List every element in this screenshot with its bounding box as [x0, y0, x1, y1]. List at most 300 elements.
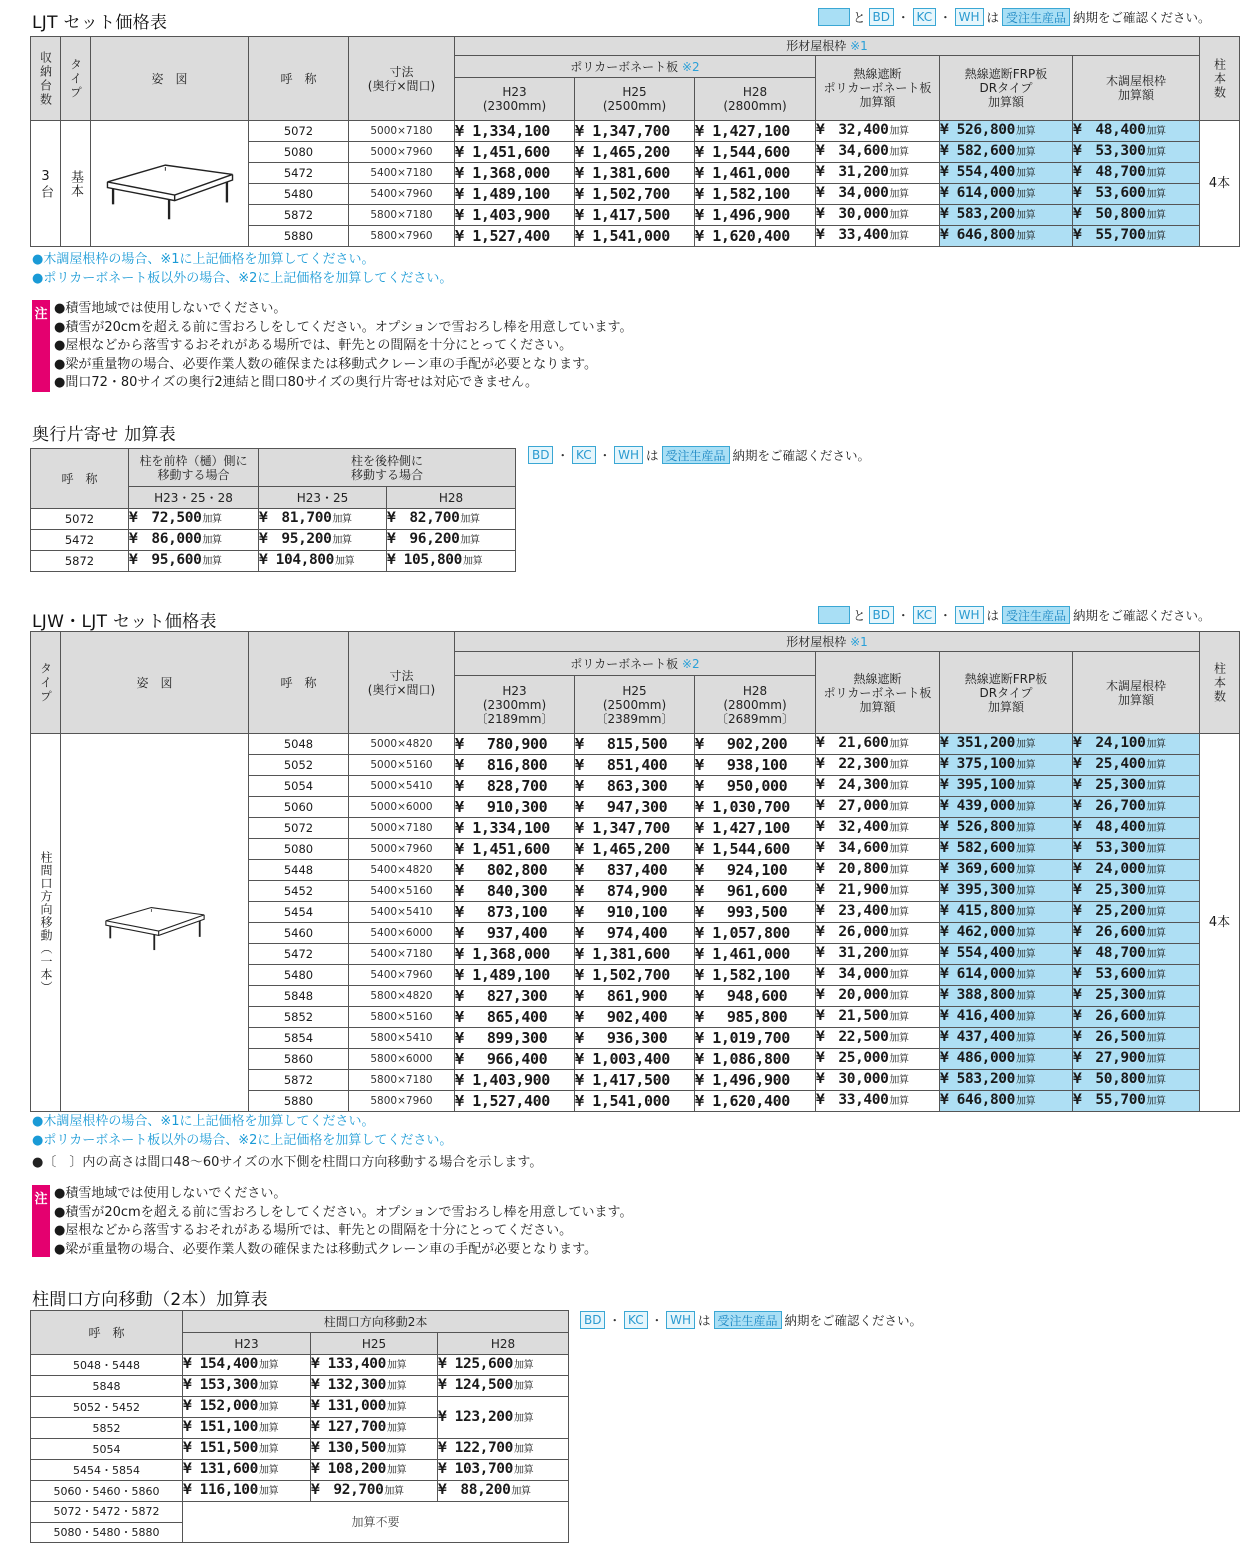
- wood-add: ¥ 53,600加算: [1073, 965, 1200, 986]
- price-h25: ¥ 1,347,700: [575, 818, 695, 839]
- price-h23: ¥ 840,300: [455, 881, 575, 902]
- price-h25: ¥ 1,347,700: [575, 121, 695, 142]
- price-h28: ¥ 1,496,900: [695, 205, 816, 226]
- price-h28: ¥ 1,461,000: [695, 163, 816, 184]
- heat-add: ¥ 21,500加算: [816, 1007, 940, 1028]
- frp-add: ¥ 526,800加算: [940, 818, 1073, 839]
- add-h25: ¥ 127,700加算: [311, 1418, 438, 1439]
- code-cell: 5454: [249, 902, 349, 923]
- price-h25: ¥ 1,465,200: [575, 839, 695, 860]
- wood-add: ¥ 48,700加算: [1073, 163, 1200, 184]
- size-cell: 5000×6000: [349, 797, 455, 818]
- wood-add: ¥ 53,300加算: [1073, 142, 1200, 163]
- frp-add: ¥ 462,000加算: [940, 923, 1073, 944]
- price-h23: ¥ 1,489,100: [455, 965, 575, 986]
- pillars-cell: 4本: [1200, 121, 1240, 247]
- size-cell: 5400×7960: [349, 965, 455, 986]
- t3-th-figure: 姿 図: [61, 632, 249, 734]
- code-cell: 5048: [249, 734, 349, 755]
- back-add-h28: ¥ 105,800加算: [387, 551, 516, 572]
- price-h25: ¥ 1,541,000: [575, 226, 695, 247]
- add-h28: ¥ 122,700加算: [438, 1439, 569, 1460]
- wood-add: ¥ 48,400加算: [1073, 818, 1200, 839]
- wood-add: ¥ 25,300加算: [1073, 776, 1200, 797]
- wood-add: ¥ 53,300加算: [1073, 839, 1200, 860]
- price-h23: ¥ 1,403,900: [455, 205, 575, 226]
- add-h28: ¥ 123,200加算: [438, 1397, 569, 1439]
- t1-title: LJT セット価格表: [32, 13, 168, 33]
- back-add-h2325: ¥ 95,200加算: [259, 530, 387, 551]
- price-h28: ¥ 1,086,800: [695, 1049, 816, 1070]
- t3-th-code: 呼 称: [249, 632, 349, 734]
- add-h23: ¥ 152,000加算: [183, 1397, 311, 1418]
- price-h23: ¥ 910,300: [455, 797, 575, 818]
- size-cell: 5000×5410: [349, 776, 455, 797]
- heat-add: ¥ 31,200加算: [816, 944, 940, 965]
- wood-add: ¥ 27,900加算: [1073, 1049, 1200, 1070]
- frp-add: ¥ 437,400加算: [940, 1028, 1073, 1049]
- table-row: [31, 530, 516, 551]
- price-h23: ¥ 865,400: [455, 1007, 575, 1028]
- frp-add: ¥ 646,800加算: [940, 1091, 1073, 1112]
- size-cell: 5000×7180: [349, 818, 455, 839]
- price-h28: ¥ 1,461,000: [695, 944, 816, 965]
- caution-mark: 注: [32, 300, 50, 392]
- table-row: [31, 1376, 569, 1397]
- add-h28: ¥ 88,200加算: [438, 1481, 569, 1502]
- price-h23: ¥ 802,800: [455, 860, 575, 881]
- code-cell: 5060: [249, 797, 349, 818]
- code-cell: 5048・5448: [31, 1355, 183, 1376]
- price-h25: ¥ 1,465,200: [575, 142, 695, 163]
- add-h25: ¥ 132,300加算: [311, 1376, 438, 1397]
- th-heat: 熱線遮断 ポリカーボネート板 加算額: [816, 56, 940, 121]
- t1-caution: 注 ●積雪地域では使用しないでください。 ●積雪が20cmを超える前に雪おろしをしてください。オプションで雪おろし棒を用意しています。 ●屋根などから落雪するおそれがある場所では、軒先との間隔を十分にとってください。 ●梁が重量物の場合、必要作業人数の確保または移動式クレーン車の手配が必要となります。 ●間口72・80サイズの奥行2連結と間口80サイズの奥行片寄せは対応できません。: [32, 300, 633, 393]
- price-h28: ¥ 924,100: [695, 860, 816, 881]
- th-wood: 木調屋根枠 加算額: [1073, 56, 1200, 121]
- frp-add: ¥ 351,200加算: [940, 734, 1073, 755]
- table-row: [31, 1355, 569, 1376]
- legend-short-2: BD ・ KC ・ WH は 受注生産品 納期をご確認ください。: [580, 1311, 922, 1329]
- heat-add: ¥ 30,000加算: [816, 205, 940, 226]
- heat-add: ¥ 34,600加算: [816, 839, 940, 860]
- size-cell: 5000×5160: [349, 755, 455, 776]
- heat-add: ¥ 33,400加算: [816, 226, 940, 247]
- size-cell: 5400×7180: [349, 944, 455, 965]
- code-cell: 5080・5480・5880: [31, 1522, 183, 1543]
- price-h28: ¥ 902,200: [695, 734, 816, 755]
- size-cell: 5000×7960: [349, 839, 455, 860]
- price-h28: ¥ 1,427,100: [695, 818, 816, 839]
- th-h25: H25 (2500mm): [575, 78, 695, 121]
- frp-add: ¥ 369,600加算: [940, 860, 1073, 881]
- heat-add: ¥ 34,600加算: [816, 142, 940, 163]
- t2-th-code: 呼 称: [31, 449, 129, 509]
- price-h23: ¥ 780,900: [455, 734, 575, 755]
- heat-add: ¥ 22,300加算: [816, 755, 940, 776]
- heat-add: ¥ 22,500加算: [816, 1028, 940, 1049]
- add-h23: ¥ 131,600加算: [183, 1460, 311, 1481]
- code-cell: 5860: [249, 1049, 349, 1070]
- wood-add: ¥ 25,300加算: [1073, 986, 1200, 1007]
- code-cell: 5848: [249, 986, 349, 1007]
- price-h28: ¥ 1,544,600: [695, 839, 816, 860]
- code-cell: 5480: [249, 965, 349, 986]
- price-h25: ¥ 1,541,000: [575, 1091, 695, 1112]
- offset-add-table: 呼 称 柱を前枠（樋）側に 移動する場合 柱を後枠側に 移動する場合 H23・25・28 H23・25 H28 5072 ¥ 72,500加算 ¥ 81,700加算 ¥ 82,700加算 5472 ¥ 86,000加算 ¥ 95,200加算 ¥ 96,200加算 5872 ¥ 95,600加算 ¥ 104,800加算 ¥ 105,800加算: [30, 448, 516, 572]
- price-h28: ¥ 1,582,100: [695, 184, 816, 205]
- frp-add: ¥ 614,000加算: [940, 965, 1073, 986]
- price-h25: ¥ 1,381,600: [575, 944, 695, 965]
- price-h28: ¥ 993,500: [695, 902, 816, 923]
- price-h23: ¥ 1,403,900: [455, 1070, 575, 1091]
- t3-th-type: タイプ: [31, 632, 61, 734]
- price-h25: ¥ 910,100: [575, 902, 695, 923]
- price-h28: ¥ 1,544,600: [695, 142, 816, 163]
- frp-add: ¥ 583,200加算: [940, 205, 1073, 226]
- table-row: [31, 121, 1240, 142]
- frp-add: ¥ 439,000加算: [940, 797, 1073, 818]
- figure-cell: [61, 734, 249, 1112]
- size-cell: 5000×4820: [349, 734, 455, 755]
- code-cell: 5872: [249, 1070, 349, 1091]
- code-cell: 5880: [249, 226, 349, 247]
- frp-add: ¥ 646,800加算: [940, 226, 1073, 247]
- wood-add: ¥ 55,700加算: [1073, 1091, 1200, 1112]
- code-cell: 5452: [249, 881, 349, 902]
- wood-add: ¥ 24,100加算: [1073, 734, 1200, 755]
- t3-note-black: ●〔 〕内の高さは間口48～60サイズの水下側を柱間口方向移動する場合を示します。: [32, 1155, 543, 1170]
- price-h23: ¥ 1,368,000: [455, 944, 575, 965]
- t3-caution: 注 ●積雪地域では使用しないでください。 ●積雪が20cmを超える前に雪おろしをしてください。オプションで雪おろし棒を用意しています。 ●屋根などから落雪するおそれがある場所では、軒先との間隔を十分にとってください。 ●梁が重量物の場合、必要作業人数の確保または移動式クレーン車の手配が必要となります。: [32, 1185, 633, 1259]
- size-cell: 5400×6000: [349, 923, 455, 944]
- price-h23: ¥ 1,527,400: [455, 226, 575, 247]
- heat-add: ¥ 21,900加算: [816, 881, 940, 902]
- price-h23: ¥ 1,451,600: [455, 839, 575, 860]
- back-add-h28: ¥ 82,700加算: [387, 509, 516, 530]
- price-h23: ¥ 828,700: [455, 776, 575, 797]
- heat-add: ¥ 34,000加算: [816, 184, 940, 205]
- add-h28: ¥ 124,500加算: [438, 1376, 569, 1397]
- frp-add: ¥ 375,100加算: [940, 755, 1073, 776]
- add-h25: ¥ 131,000加算: [311, 1397, 438, 1418]
- add-h25: ¥ 130,500加算: [311, 1439, 438, 1460]
- code-cell: 5460: [249, 923, 349, 944]
- wood-add: ¥ 25,200加算: [1073, 902, 1200, 923]
- wood-add: ¥ 24,000加算: [1073, 860, 1200, 881]
- price-h23: ¥ 1,451,600: [455, 142, 575, 163]
- legend-main-2: と BD ・ KC ・ WH は 受注生産品 納期をご確認ください。: [818, 606, 1211, 624]
- price-h25: ¥ 861,900: [575, 986, 695, 1007]
- front-add: ¥ 86,000加算: [129, 530, 259, 551]
- back-add-h28: ¥ 96,200加算: [387, 530, 516, 551]
- price-h25: ¥ 837,400: [575, 860, 695, 881]
- price-h23: ¥ 1,334,100: [455, 121, 575, 142]
- price-h23: ¥ 966,400: [455, 1049, 575, 1070]
- table-row: [31, 509, 516, 530]
- t3-th-frame: 形材屋根枠 ※1: [455, 632, 1200, 652]
- price-h28: ¥ 1,019,700: [695, 1028, 816, 1049]
- price-h23: ¥ 1,368,000: [455, 163, 575, 184]
- th-size: 寸法 (奥行×間口): [349, 37, 455, 121]
- table-row: [31, 1502, 569, 1523]
- frp-add: ¥ 416,400加算: [940, 1007, 1073, 1028]
- front-add: ¥ 95,600加算: [129, 551, 259, 572]
- frp-add: ¥ 415,800加算: [940, 902, 1073, 923]
- price-h28: ¥ 1,057,800: [695, 923, 816, 944]
- frp-add: ¥ 526,800加算: [940, 121, 1073, 142]
- legend-short-1: BD ・ KC ・ WH は 受注生産品 納期をご確認ください。: [528, 446, 870, 464]
- code-cell: 5848: [31, 1376, 183, 1397]
- code-cell: 5880: [249, 1091, 349, 1112]
- size-cell: 5400×5160: [349, 881, 455, 902]
- th-frp: 熱線遮断FRP板 DRタイプ 加算額: [940, 56, 1073, 121]
- price-h23: ¥ 816,800: [455, 755, 575, 776]
- th-h28: H28 (2800mm): [695, 78, 816, 121]
- price-h25: ¥ 815,500: [575, 734, 695, 755]
- back-add-h2325: ¥ 81,700加算: [259, 509, 387, 530]
- heat-add: ¥ 34,000加算: [816, 965, 940, 986]
- legend-wh: WH: [955, 8, 984, 26]
- frp-add: ¥ 554,400加算: [940, 944, 1073, 965]
- code-cell: 5852: [249, 1007, 349, 1028]
- frp-add: ¥ 582,600加算: [940, 839, 1073, 860]
- code-cell: 5872: [31, 551, 129, 572]
- code-cell: 5854: [249, 1028, 349, 1049]
- price-h25: ¥ 1,417,500: [575, 205, 695, 226]
- price-h25: ¥ 1,381,600: [575, 163, 695, 184]
- frp-add: ¥ 583,200加算: [940, 1070, 1073, 1091]
- ljw-ljt-price-table: タイプ 姿 図 呼 称 寸法 (奥行×間口) 形材屋根枠 ※1 柱本数 ポリカーボネート板 ※2 熱線遮断 ポリカーボネート板 加算額 熱線遮断FRP板 DRタイプ 加算額 木調屋根枠 加算額 H23 (2300mm) 〔2189mm〕 H25 (2500mm) 〔2389mm〕 H28 (2800mm) 〔2689mm〕 柱間口方向移動（一本） 5048 5000×4820 ¥ 780,900 ¥ 815,500 ¥ 902,200 ¥ 21,600加算 ¥ 351,200加算 ¥ 24,100加算 4本 5052 5000×5160 ¥ 816,800 ¥ 851,400 ¥ 938,100 ¥ 22,300加算 ¥ 375,100加算 ¥ 25,400加算 5054 5000×5410 ¥ 828,700 ¥ 863,300 ¥ 950,000 ¥ 24,300加算 ¥ 395,100加算 ¥ 25,300加算 5060 5000×6000 ¥ 910,300 ¥ 947,300 ¥ 1,030,700 ¥ 27,000加算 ¥ 439,000加算 ¥ 26,700加算 5072 5000×7180 ¥ 1,334,100 ¥ 1,347,700 ¥ 1,427,100 ¥ 32,400加算 ¥ 526,800加算 ¥ 48,400加算 5080 5000×7960 ¥ 1,451,600 ¥ 1,465,200 ¥ 1,544,600 ¥ 34,600加算 ¥ 582,600加算 ¥ 53,300加算 5448 5400×4820 ¥ 802,800 ¥ 837,400 ¥ 924,100 ¥ 20,800加算 ¥ 369,600加算 ¥ 24,000加算 5452 5400×5160 ¥ 840,300 ¥ 874,900 ¥ 961,600 ¥ 21,900加算 ¥ 395,300加算 ¥ 25,300加算 5454 5400×5410 ¥ 873,100 ¥ 910,100 ¥ 993,500 ¥ 23,400加算 ¥ 415,800加算 ¥ 25,200加算 5460 5400×6000 ¥ 937,400 ¥ 974,400 ¥ 1,057,800 ¥ 26,000加算 ¥ 462,000加算 ¥ 26,600加算 5472 5400×7180 ¥ 1,368,000 ¥ 1,381,600 ¥ 1,461,000 ¥ 31,200加算 ¥ 554,400加算 ¥ 48,700加算 5480 5400×7960 ¥ 1,489,100 ¥ 1,502,700 ¥ 1,582,100 ¥ 34,000加算 ¥ 614,000加算 ¥ 53,600加算 5848 5800×4820 ¥ 827,300 ¥ 861,900 ¥ 948,600 ¥ 20,000加算 ¥ 388,800加算 ¥ 25,300加算 5852 5800×5160 ¥ 865,400 ¥ 902,400 ¥ 985,800 ¥ 21,500加算 ¥ 416,400加算 ¥ 26,600加算 5854 5800×5410 ¥ 899,300 ¥ 936,300 ¥ 1,019,700 ¥ 22,500加算 ¥ 437,400加算 ¥ 26,500加算 5860 5800×6000 ¥ 966,400 ¥ 1,003,400 ¥ 1,086,800 ¥ 25,000加算 ¥ 486,000加算 ¥ 27,900加算 5872 5800×7180 ¥ 1,403,900 ¥ 1,417,500 ¥ 1,496,900 ¥ 30,000加算 ¥ 583,200加算 ¥ 50,800加算 5880 5800×7960 ¥ 1,527,400 ¥ 1,541,000 ¥ 1,620,400 ¥ 33,400加算 ¥ 646,800加算 ¥ 55,700加算: [30, 631, 1240, 1112]
- heat-add: ¥ 25,000加算: [816, 1049, 940, 1070]
- t1-notes: ●木調屋根枠の場合、※1に上記価格を加算してください。 ●ポリカーボネート板以外の場合、※2に上記価格を加算してください。: [32, 252, 453, 286]
- heat-add: ¥ 30,000加算: [816, 1070, 940, 1091]
- code-cell: 5480: [249, 184, 349, 205]
- front-add: ¥ 72,500加算: [129, 509, 259, 530]
- code-cell: 5852: [31, 1418, 183, 1439]
- code-cell: 5072: [249, 121, 349, 142]
- carport-figure: [100, 136, 240, 226]
- heat-add: ¥ 33,400加算: [816, 1091, 940, 1112]
- code-cell: 5072: [249, 818, 349, 839]
- add-h25: ¥ 133,400加算: [311, 1355, 438, 1376]
- code-cell: 5052・5452: [31, 1397, 183, 1418]
- frp-add: ¥ 614,000加算: [940, 184, 1073, 205]
- wood-add: ¥ 50,800加算: [1073, 205, 1200, 226]
- price-h28: ¥ 985,800: [695, 1007, 816, 1028]
- table-row: [31, 551, 516, 572]
- type-cell: 基本: [61, 121, 91, 247]
- frp-add: ¥ 554,400加算: [940, 163, 1073, 184]
- table-row: [31, 1439, 569, 1460]
- wood-add: ¥ 26,700加算: [1073, 797, 1200, 818]
- code-cell: 5060・5460・5860: [31, 1481, 183, 1502]
- wood-add: ¥ 25,300加算: [1073, 881, 1200, 902]
- size-cell: 5000×7180: [349, 121, 455, 142]
- code-cell: 5054: [31, 1439, 183, 1460]
- pillar-move-2-table: 呼 称 柱間口方向移動2本 H23 H25 H28 5048・5448 ¥ 154,400加算 ¥ 133,400加算 ¥ 125,600加算 5848 ¥ 153,300加算 ¥ 132,300加算 ¥ 124,500加算 5052・5452 ¥ 152,000加算 ¥ 131,000加算 ¥ 123,200加算 5852 ¥ 151,100加算 ¥ 127,700加算 5054 ¥ 151,500加算 ¥ 130,500加算 ¥ 122,700加算 5454・5854 ¥ 131,600加算 ¥ 108,200加算 ¥ 103,700加算 5060・5460・5860 ¥ 116,100加算 ¥ 92,700加算 ¥ 88,200加算 5072・5472・5872 加算不要 5080・5480・5880: [30, 1310, 569, 1543]
- heat-add: ¥ 32,400加算: [816, 121, 940, 142]
- size-cell: 5400×5410: [349, 902, 455, 923]
- code-cell: 5448: [249, 860, 349, 881]
- frp-add: ¥ 486,000加算: [940, 1049, 1073, 1070]
- size-cell: 5800×7960: [349, 1091, 455, 1112]
- th-figure: 姿 図: [91, 37, 249, 121]
- t2-title: 奥行片寄せ 加算表: [32, 425, 177, 445]
- price-h28: ¥ 1,427,100: [695, 121, 816, 142]
- add-h28: ¥ 103,700加算: [438, 1460, 569, 1481]
- figure-cell: [91, 121, 249, 247]
- price-h28: ¥ 1,496,900: [695, 1070, 816, 1091]
- size-cell: 5000×7960: [349, 142, 455, 163]
- price-h23: ¥ 827,300: [455, 986, 575, 1007]
- price-h25: ¥ 974,400: [575, 923, 695, 944]
- wood-add: ¥ 48,400加算: [1073, 121, 1200, 142]
- legend-order: 受注生産品: [1002, 8, 1070, 26]
- add-h23: ¥ 151,100加算: [183, 1418, 311, 1439]
- price-h23: ¥ 1,489,100: [455, 184, 575, 205]
- table-row: [31, 734, 1240, 755]
- size-cell: 5800×4820: [349, 986, 455, 1007]
- price-h28: ¥ 950,000: [695, 776, 816, 797]
- price-h25: ¥ 1,417,500: [575, 1070, 695, 1091]
- heat-add: ¥ 20,800加算: [816, 860, 940, 881]
- price-h25: ¥ 902,400: [575, 1007, 695, 1028]
- th-h23: H23 (2300mm): [455, 78, 575, 121]
- wood-add: ¥ 50,800加算: [1073, 1070, 1200, 1091]
- wood-add: ¥ 26,600加算: [1073, 1007, 1200, 1028]
- code-cell: 5472: [31, 530, 129, 551]
- add-h25: ¥ 92,700加算: [311, 1481, 438, 1502]
- pillars-cell: 4本: [1200, 734, 1240, 1112]
- code-cell: 5472: [249, 944, 349, 965]
- code-cell: 5072・5472・5872: [31, 1502, 183, 1523]
- frp-add: ¥ 582,600加算: [940, 142, 1073, 163]
- size-cell: 5800×5410: [349, 1028, 455, 1049]
- price-h25: ¥ 947,300: [575, 797, 695, 818]
- price-h23: ¥ 1,334,100: [455, 818, 575, 839]
- th-type: タイプ: [61, 37, 91, 121]
- th-storage: 収納台数: [31, 37, 61, 121]
- carport-figure: [100, 885, 210, 955]
- code-cell: 5080: [249, 142, 349, 163]
- size-cell: 5400×7180: [349, 163, 455, 184]
- t3-th-pillars: 柱本数: [1200, 632, 1240, 734]
- frp-add: ¥ 395,300加算: [940, 881, 1073, 902]
- heat-add: ¥ 21,600加算: [816, 734, 940, 755]
- table-row: [31, 1460, 569, 1481]
- t2-th-front: 柱を前枠（樋）側に 移動する場合: [129, 449, 259, 487]
- code-cell: 5472: [249, 163, 349, 184]
- price-h28: ¥ 1,582,100: [695, 965, 816, 986]
- price-h25: ¥ 1,003,400: [575, 1049, 695, 1070]
- storage-cell: 3台: [31, 121, 61, 247]
- legend-main-1: と BD ・ KC ・ WH は 受注生産品 納期をご確認ください。: [818, 8, 1211, 26]
- type-cell: 柱間口方向移動（一本）: [31, 734, 61, 1112]
- t4-title: 柱間口方向移動（2本）加算表: [32, 1290, 269, 1310]
- t3-th-size: 寸法 (奥行×間口): [349, 632, 455, 734]
- t2-th-back: 柱を後枠側に 移動する場合: [259, 449, 516, 487]
- heat-add: ¥ 26,000加算: [816, 923, 940, 944]
- table-row: [31, 1481, 569, 1502]
- size-cell: 5800×7180: [349, 205, 455, 226]
- back-add-h2325: ¥ 104,800加算: [259, 551, 387, 572]
- table-row: [31, 1397, 569, 1418]
- frp-add: ¥ 388,800加算: [940, 986, 1073, 1007]
- legend-bd: BD: [869, 8, 894, 26]
- code-cell: 5872: [249, 205, 349, 226]
- heat-add: ¥ 20,000加算: [816, 986, 940, 1007]
- code-cell: 5054: [249, 776, 349, 797]
- price-h25: ¥ 1,502,700: [575, 965, 695, 986]
- price-h25: ¥ 863,300: [575, 776, 695, 797]
- no-add-cell: 加算不要: [183, 1502, 569, 1543]
- wood-add: ¥ 53,600加算: [1073, 184, 1200, 205]
- size-cell: 5800×6000: [349, 1049, 455, 1070]
- price-h28: ¥ 961,600: [695, 881, 816, 902]
- price-h25: ¥ 1,502,700: [575, 184, 695, 205]
- size-cell: 5800×7960: [349, 226, 455, 247]
- heat-add: ¥ 27,000加算: [816, 797, 940, 818]
- code-cell: 5454・5854: [31, 1460, 183, 1481]
- wood-add: ¥ 55,700加算: [1073, 226, 1200, 247]
- price-h28: ¥ 1,620,400: [695, 1091, 816, 1112]
- wood-add: ¥ 48,700加算: [1073, 944, 1200, 965]
- th-frame: 形材屋根枠 ※1: [455, 37, 1200, 56]
- wood-add: ¥ 26,500加算: [1073, 1028, 1200, 1049]
- th-code: 呼 称: [249, 37, 349, 121]
- price-h25: ¥ 936,300: [575, 1028, 695, 1049]
- size-cell: 5800×5160: [349, 1007, 455, 1028]
- legend-kc: KC: [913, 8, 937, 26]
- add-h23: ¥ 151,500加算: [183, 1439, 311, 1460]
- size-cell: 5400×4820: [349, 860, 455, 881]
- heat-add: ¥ 32,400加算: [816, 818, 940, 839]
- wood-add: ¥ 26,600加算: [1073, 923, 1200, 944]
- price-h28: ¥ 1,030,700: [695, 797, 816, 818]
- add-h28: ¥ 125,600加算: [438, 1355, 569, 1376]
- frp-add: ¥ 395,100加算: [940, 776, 1073, 797]
- price-h23: ¥ 937,400: [455, 923, 575, 944]
- price-h23: ¥ 899,300: [455, 1028, 575, 1049]
- th-pillars: 柱本数: [1200, 37, 1240, 121]
- price-h28: ¥ 1,620,400: [695, 226, 816, 247]
- price-h25: ¥ 874,900: [575, 881, 695, 902]
- price-h23: ¥ 1,527,400: [455, 1091, 575, 1112]
- heat-add: ¥ 24,300加算: [816, 776, 940, 797]
- add-h23: ¥ 153,300加算: [183, 1376, 311, 1397]
- code-cell: 5052: [249, 755, 349, 776]
- add-h23: ¥ 116,100加算: [183, 1481, 311, 1502]
- th-poly: ポリカーボネート板 ※2: [455, 56, 816, 78]
- price-h23: ¥ 873,100: [455, 902, 575, 923]
- price-h28: ¥ 938,100: [695, 755, 816, 776]
- heat-add: ¥ 23,400加算: [816, 902, 940, 923]
- legend-swatch: [818, 8, 850, 26]
- add-h25: ¥ 108,200加算: [311, 1460, 438, 1481]
- ljt-price-table: [30, 36, 1240, 247]
- t3-notes: ●木調屋根枠の場合、※1に上記価格を加算してください。 ●ポリカーボネート板以外の場合、※2に上記価格を加算してください。: [32, 1114, 453, 1148]
- add-h23: ¥ 154,400加算: [183, 1355, 311, 1376]
- code-cell: 5072: [31, 509, 129, 530]
- size-cell: 5800×7180: [349, 1070, 455, 1091]
- price-h25: ¥ 851,400: [575, 755, 695, 776]
- price-h28: ¥ 948,600: [695, 986, 816, 1007]
- wood-add: ¥ 25,400加算: [1073, 755, 1200, 776]
- heat-add: ¥ 31,200加算: [816, 163, 940, 184]
- code-cell: 5080: [249, 839, 349, 860]
- t3-title: LJW・LJT セット価格表: [32, 612, 217, 632]
